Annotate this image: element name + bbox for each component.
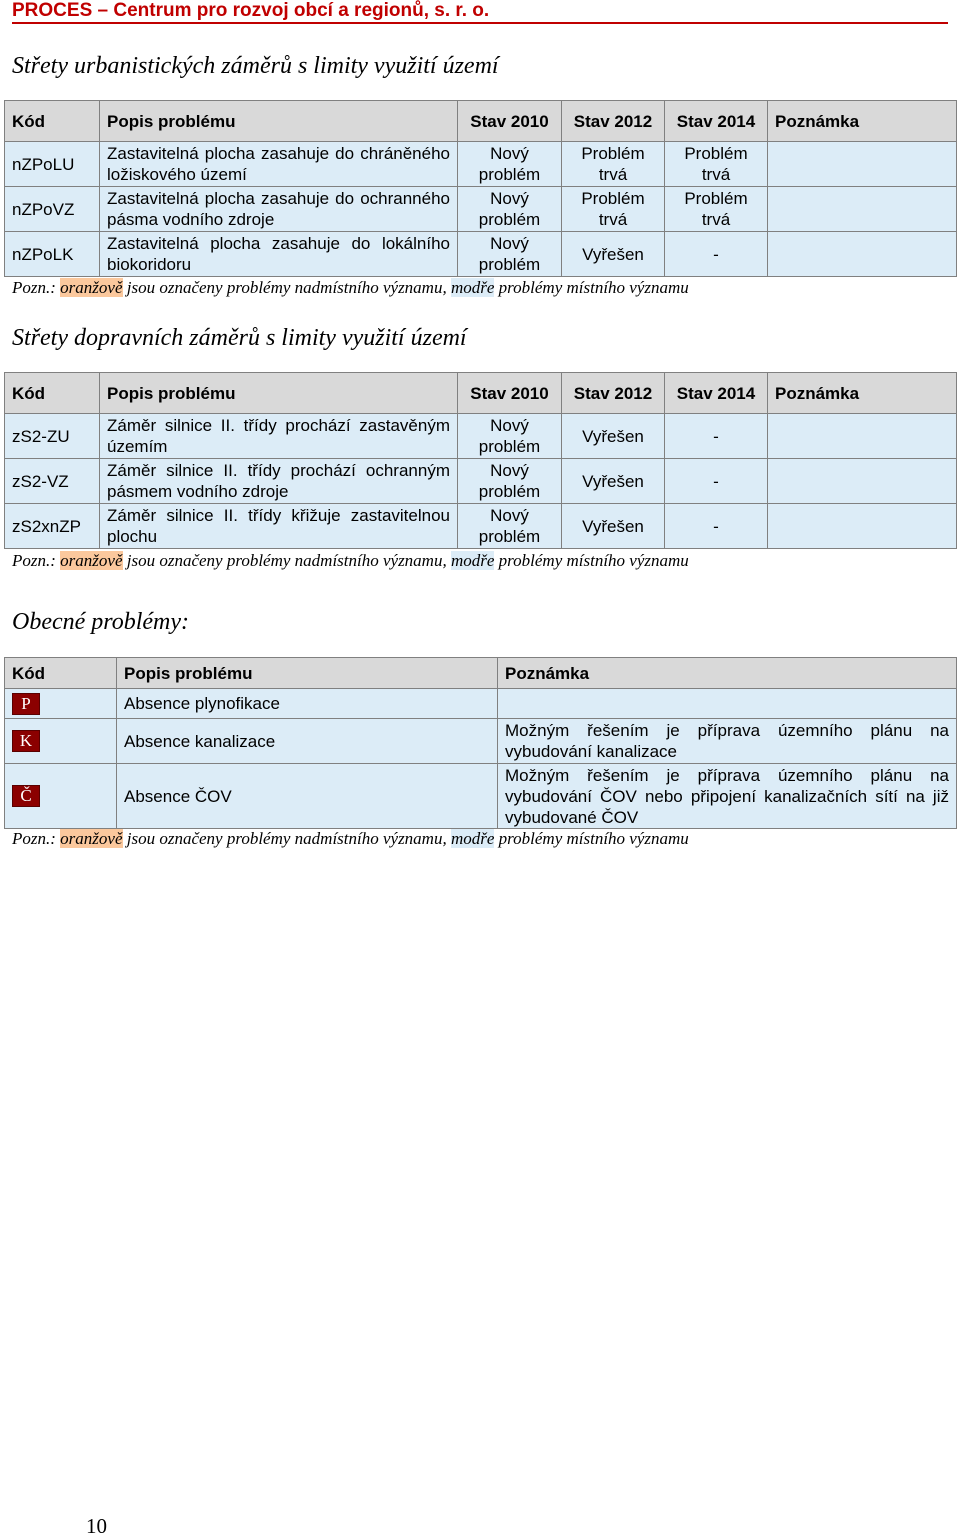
cell-popis: Záměr silnice II. třídy křižuje zastavitelnou plochu xyxy=(100,504,458,549)
header-stav-2012: Stav 2012 xyxy=(562,101,665,142)
note-colon: : xyxy=(50,551,61,570)
note-suffix: problémy místního významu xyxy=(494,551,689,570)
cell-popis: Záměr silnice II. třídy prochází zastavěným územím xyxy=(100,414,458,459)
cell-stav-2014: - xyxy=(665,232,768,277)
cell-stav-2010: Nový problém xyxy=(458,414,562,459)
cell-popis: Absence plynofikace xyxy=(117,689,498,719)
note-prefix: Pozn. xyxy=(12,551,51,570)
cell-kod xyxy=(5,689,117,719)
header-kod: Kód xyxy=(5,658,117,689)
note-colon: : xyxy=(50,829,61,848)
cell-stav-2010: Nový problém xyxy=(458,142,562,187)
header-stav-2010: Stav 2010 xyxy=(458,373,562,414)
cell-poznamka xyxy=(768,142,957,187)
table-header-row xyxy=(5,373,957,414)
table-header-row xyxy=(5,101,957,142)
header-stav-2010: Stav 2010 xyxy=(458,101,562,142)
cell-stav-2010: Nový problém xyxy=(458,504,562,549)
cell-stav-2010: Nový problém xyxy=(458,459,562,504)
cell-stav-2014: - xyxy=(665,414,768,459)
section-title-transport: Střety dopravních záměrů s limity využití území xyxy=(12,325,467,351)
urban-conflicts-table xyxy=(4,100,957,277)
legend-note-urban xyxy=(12,278,689,298)
header-popis: Popis problému xyxy=(100,101,458,142)
header-kod: Kód xyxy=(5,101,100,142)
table-row xyxy=(5,719,957,764)
note-prefix: Pozn. xyxy=(12,278,51,297)
cell-stav-2012: Vyřešen xyxy=(562,232,665,277)
cell-kod: zS2-ZU xyxy=(5,414,100,459)
note-orange-word: oranžově xyxy=(60,829,123,848)
legend-note-transport xyxy=(12,551,689,571)
table-row xyxy=(5,504,957,549)
cell-poznamka xyxy=(768,504,957,549)
cell-stav-2014: - xyxy=(665,504,768,549)
page-number: 10 xyxy=(86,1514,107,1538)
cell-kod xyxy=(5,719,117,764)
cell-popis: Zastavitelná plocha zasahuje do chráněného ložiskového území xyxy=(100,142,458,187)
cell-poznamka xyxy=(768,459,957,504)
cell-stav-2010: Nový problém xyxy=(458,187,562,232)
note-middle: jsou označeny problémy nadmístního významu, xyxy=(122,278,451,297)
header-popis: Popis problému xyxy=(117,658,498,689)
header-poznamka: Poznámka xyxy=(768,373,957,414)
note-blue-word: modře xyxy=(450,829,495,848)
cell-stav-2014: Problém trvá xyxy=(665,187,768,232)
cell-stav-2012: Vyřešen xyxy=(562,504,665,549)
header-poznamka: Poznámka xyxy=(498,658,957,689)
cell-poznamka: Možným řešením je příprava územního plánu na vybudování kanalizace xyxy=(498,719,957,764)
cell-popis: Absence kanalizace xyxy=(117,719,498,764)
note-orange-word: oranžově xyxy=(60,551,123,570)
header-poznamka: Poznámka xyxy=(768,101,957,142)
cell-stav-2014: - xyxy=(665,459,768,504)
problem-code-badge: K xyxy=(12,730,40,752)
cell-stav-2010: Nový problém xyxy=(458,232,562,277)
table-row xyxy=(5,689,957,719)
cell-poznamka xyxy=(768,187,957,232)
cell-kod xyxy=(5,764,117,829)
cell-kod: zS2xnZP xyxy=(5,504,100,549)
table-row xyxy=(5,187,957,232)
note-prefix: Pozn. xyxy=(12,829,51,848)
section-title-general: Obecné problémy: xyxy=(12,609,190,635)
document-header: PROCES – Centrum pro rozvoj obcí a regionů, s. r. o. xyxy=(12,0,948,24)
note-middle: jsou označeny problémy nadmístního významu, xyxy=(122,829,451,848)
header-kod: Kód xyxy=(5,373,100,414)
cell-stav-2012: Problém trvá xyxy=(562,142,665,187)
header-stav-2014: Stav 2014 xyxy=(665,373,768,414)
cell-popis: Zastavitelná plocha zasahuje do ochranného pásma vodního zdroje xyxy=(100,187,458,232)
cell-kod: zS2-VZ xyxy=(5,459,100,504)
cell-kod: nZPoLK xyxy=(5,232,100,277)
cell-stav-2012: Problém trvá xyxy=(562,187,665,232)
table-row xyxy=(5,459,957,504)
note-colon: : xyxy=(50,278,61,297)
table-row xyxy=(5,232,957,277)
problem-code-badge: P xyxy=(12,693,40,715)
cell-poznamka: Možným řešením je příprava územního plánu na vybudování ČOV nebo připojení kanalizačních sítí na již vybudované ČOV xyxy=(498,764,957,829)
cell-stav-2014: Problém trvá xyxy=(665,142,768,187)
header-stav-2014: Stav 2014 xyxy=(665,101,768,142)
cell-kod: nZPoVZ xyxy=(5,187,100,232)
cell-stav-2012: Vyřešen xyxy=(562,414,665,459)
table-row xyxy=(5,764,957,829)
cell-poznamka xyxy=(498,689,957,719)
legend-note-general xyxy=(12,829,689,849)
cell-stav-2012: Vyřešen xyxy=(562,459,665,504)
note-orange-word: oranžově xyxy=(60,278,123,297)
problem-code-badge: Č xyxy=(12,785,40,807)
cell-poznamka xyxy=(768,232,957,277)
table-header-row xyxy=(5,658,957,689)
cell-popis: Zastavitelná plocha zasahuje do lokálního biokoridoru xyxy=(100,232,458,277)
note-middle: jsou označeny problémy nadmístního významu, xyxy=(122,551,451,570)
cell-popis: Absence ČOV xyxy=(117,764,498,829)
note-blue-word: modře xyxy=(450,278,495,297)
general-problems-table xyxy=(4,657,957,829)
note-blue-word: modře xyxy=(450,551,495,570)
table-row xyxy=(5,142,957,187)
note-suffix: problémy místního významu xyxy=(494,278,689,297)
cell-poznamka xyxy=(768,414,957,459)
note-suffix: problémy místního významu xyxy=(494,829,689,848)
header-stav-2012: Stav 2012 xyxy=(562,373,665,414)
cell-popis: Záměr silnice II. třídy prochází ochranným pásmem vodního zdroje xyxy=(100,459,458,504)
cell-kod: nZPoLU xyxy=(5,142,100,187)
section-title-urban: Střety urbanistických záměrů s limity využití území xyxy=(12,53,499,79)
table-row xyxy=(5,414,957,459)
transport-conflicts-table xyxy=(4,372,957,549)
header-popis: Popis problému xyxy=(100,373,458,414)
